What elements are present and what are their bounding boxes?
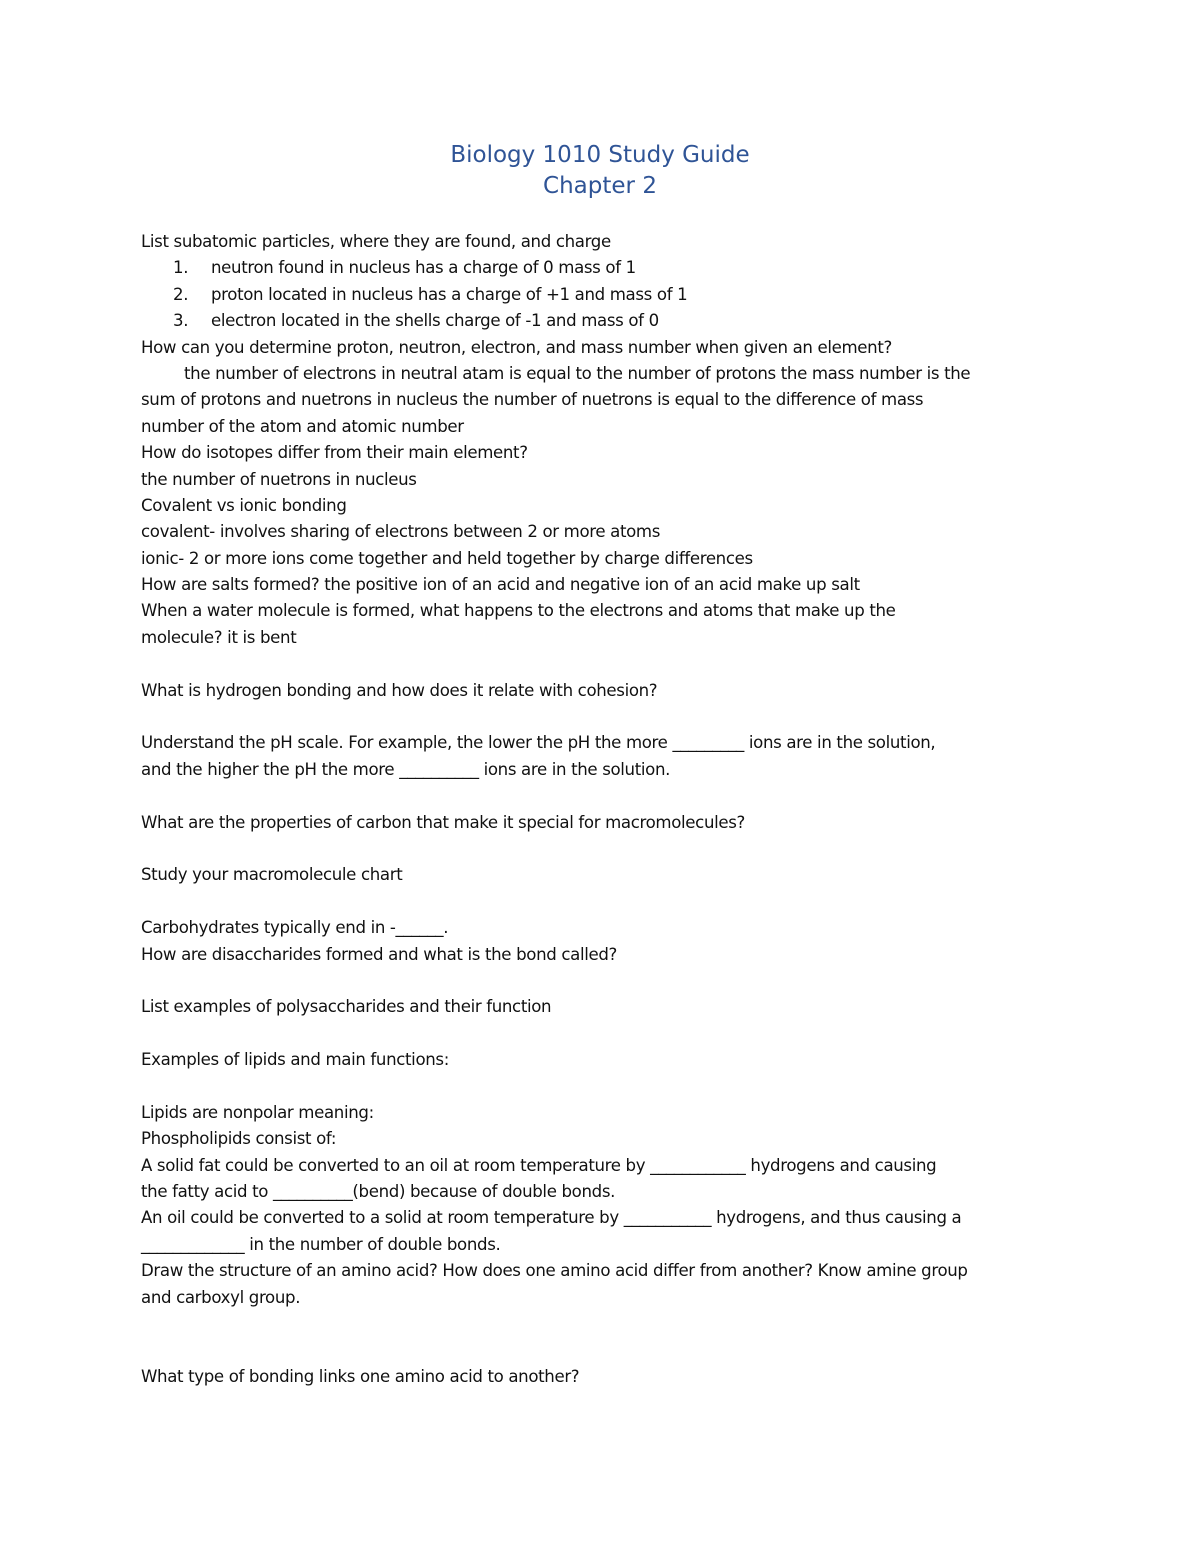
list-number: 1.	[173, 258, 189, 278]
list-text: neutron found in nucleus has a charge of 0 mass of 1	[211, 258, 636, 278]
determine-answer-line-1: the number of electrons in neutral atam is equal to the number of protons the mass number is the	[184, 363, 971, 383]
list-number: 2.	[173, 284, 189, 304]
document-body	[141, 229, 1071, 1390]
chart-line: Study your macromolecule chart	[141, 865, 403, 885]
oil-line-1: An oil could be converted to a solid at room temperature by ___________ hydrogens, and thus causing a	[141, 1208, 962, 1228]
spacer	[141, 1337, 1071, 1363]
document-title	[0, 140, 1200, 202]
carbs-line-2: How are disaccharides formed and what is the bond called?	[141, 944, 617, 964]
solid-fat-line-2: the fatty acid to __________(bend) because of double bonds.	[141, 1182, 616, 1202]
list-text: electron located in the shells charge of -1 and mass of 0	[211, 311, 659, 331]
ionic-answer: ionic- 2 or more ions come together and held together by charge differences	[141, 548, 753, 568]
spacer	[141, 968, 1071, 994]
isotopes-answer: the number of nuetrons in nucleus	[141, 469, 417, 489]
phospholipids-line: Phospholipids consist of:	[141, 1129, 337, 1149]
polysaccharides-line: List examples of polysaccharides and their function	[141, 997, 552, 1017]
determine-answer-line-2: sum of protons and nuetrons in nucleus the number of nuetrons is equal to the difference of mass	[141, 390, 924, 410]
list-item	[141, 308, 1071, 334]
spacer	[141, 889, 1071, 915]
subatomic-question: List subatomic particles, where they are found, and charge	[141, 232, 611, 251]
ph-line-1: Understand the pH scale. For example, the lower the pH the more _________ ions are in the solution,	[141, 733, 936, 753]
determine-answer-line-3: number of the atom and atomic number	[141, 416, 464, 436]
oil-line-2: _____________ in the number of double bonds.	[141, 1234, 501, 1254]
salts-question: How are salts formed? the positive ion of an acid and negative ion of an acid make up salt	[141, 575, 860, 595]
spacer	[141, 836, 1071, 862]
isotopes-question: How do isotopes differ from their main element?	[141, 443, 528, 463]
spacer	[141, 1074, 1071, 1100]
hydrogen-question: What is hydrogen bonding and how does it relate with cohesion?	[141, 680, 658, 700]
amino-line-1: Draw the structure of an amino acid? How does one amino acid differ from another? Know amine group	[141, 1261, 968, 1281]
peptide-question: What type of bonding links one amino acid to another?	[141, 1366, 580, 1386]
spacer	[141, 651, 1071, 677]
carbon-question: What are the properties of carbon that make it special for macromolecules?	[141, 812, 745, 832]
list-item	[141, 255, 1071, 281]
ph-line-2: and the higher the pH the more __________ ions are in the solution.	[141, 759, 671, 779]
spacer	[141, 704, 1071, 730]
spacer	[141, 1311, 1071, 1337]
amino-line-2: and carboxyl group.	[141, 1287, 301, 1307]
title-line-1: Biology 1010 Study Guide	[450, 142, 750, 168]
solid-fat-line-1: A solid fat could be converted to an oil at room temperature by ____________ hydrogens and causing	[141, 1155, 937, 1175]
spacer	[141, 1021, 1071, 1047]
carbs-line-1: Carbohydrates typically end in -______.	[141, 918, 449, 938]
covalent-answer: covalent- involves sharing of electrons between 2 or more atoms	[141, 522, 661, 542]
list-item	[141, 282, 1071, 308]
determine-question: How can you determine proton, neutron, electron, and mass number when given an element?	[141, 337, 892, 357]
water-question-line-1: When a water molecule is formed, what happens to the electrons and atoms that make up the	[141, 601, 896, 621]
lipids-examples-line: Examples of lipids and main functions:	[141, 1050, 449, 1070]
spacer	[141, 783, 1071, 809]
list-number: 3.	[173, 311, 189, 331]
bonding-heading: Covalent vs ionic bonding	[141, 495, 347, 515]
title-line-2: Chapter 2	[543, 173, 657, 199]
list-text: proton located in nucleus has a charge of +1 and mass of 1	[211, 284, 688, 304]
water-question-line-2: molecule? it is bent	[141, 627, 297, 647]
lipids-nonpolar: Lipids are nonpolar meaning:	[141, 1102, 374, 1122]
